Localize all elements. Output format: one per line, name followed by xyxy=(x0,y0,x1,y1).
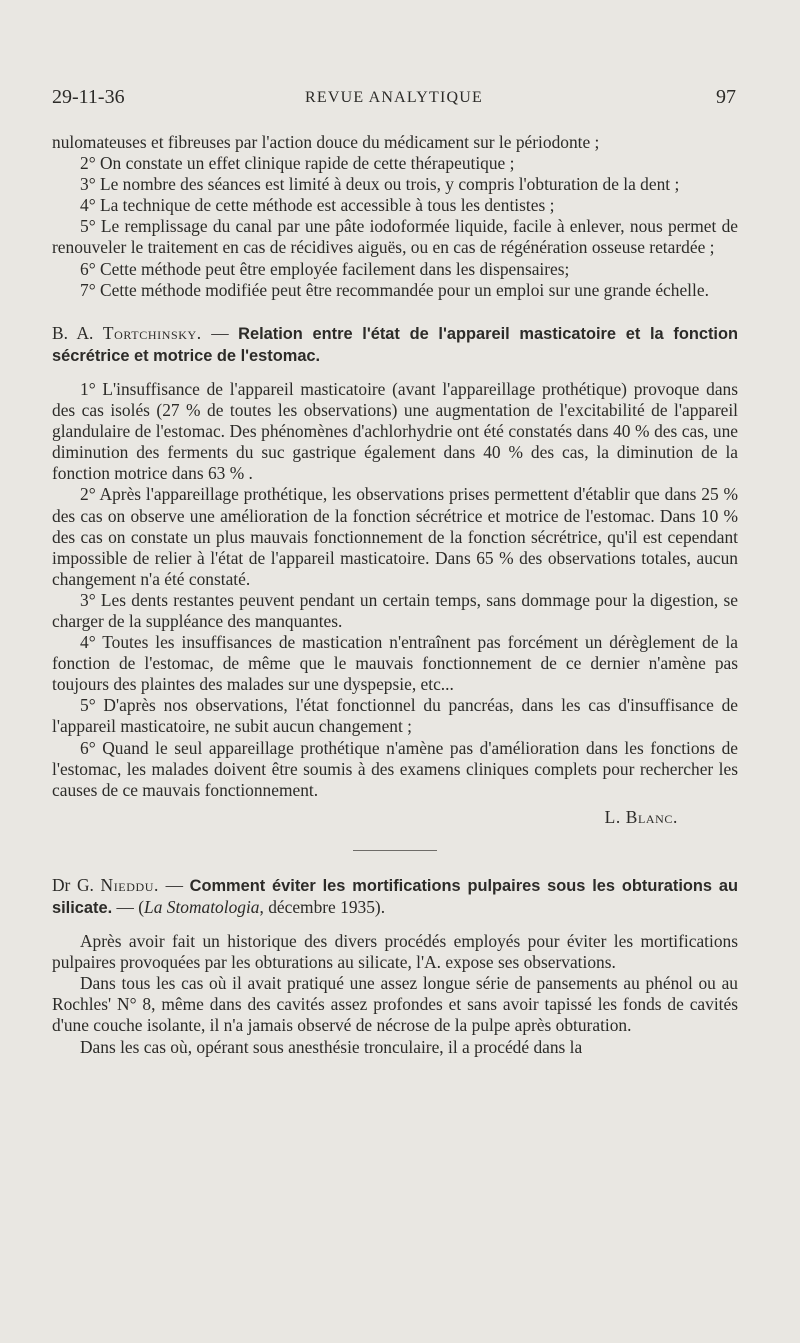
paragraph: 3° Le nombre des séances est limité à deux ou trois, y compris l'obturation de la dent ; xyxy=(80,174,680,195)
paragraph: 5° Le remplissage du canal par une pâte iodoformée liquide, facile à enlever, nous permet de renouveler le traitement en cas de récidives aiguës, ou en cas de régénération osseuse retardée ; xyxy=(52,216,738,258)
paragraph: 2° On constate un effet clinique rapide de cette thérapeutique ; xyxy=(80,153,515,174)
paragraph: Dans les cas où, opérant sous anesthésie tronculaire, il a procédé dans la xyxy=(80,1036,583,1057)
article-heading xyxy=(52,323,738,367)
paragraph: 6° Cette méthode peut être employée facilement dans les dispensaires; xyxy=(80,258,570,279)
paragraph: 3° Les dents restantes peuvent pendant un certain temps, sans dommage pour la digestion, se charger de la suppléance des manquantes. xyxy=(52,589,738,631)
author-prefix: Dr xyxy=(52,874,71,895)
paragraph: 6° Quand le seul appareillage prothétique n'amène pas d'amélioration dans les fonctions de l'estomac, les malades doivent être soumis à des examens cliniques complets pour rechercher les causes de ce mauvais fonctionnement. xyxy=(52,737,738,800)
paragraph: 4° Toutes les insuffisances de mastication n'entraînent pas forcément un dérèglement de la fonction de l'estomac, de même que le mauvais fonctionnement de ce dernier n'amène pas toujours des plaintes des malades sur une dyspepsie, etc... xyxy=(52,632,738,695)
reviewer-signature: L. Blanc. xyxy=(604,806,678,827)
header-date: 29-11-36 xyxy=(52,86,125,108)
paragraph: Après avoir fait un historique des divers procédés employés pour éviter les mortifications pulpaires provoquées par les obturations au silicate, l'A. expose ses observations. xyxy=(52,931,738,973)
article-title: Relation entre l'état de l'appareil masticatoire et la fonction sécrétrice et motrice de l'estomac. xyxy=(52,324,739,365)
paragraph: 1° L'insuffisance de l'appareil masticatoire (avant l'appareillage prothétique) provoque dans des cas isolés (27 % de toutes les observations) une augmentation de l'excitabilité de l'appareil glandulaire de l'estomac. Des phénomènes d'achlorhydrie ont été constatés dans 40 % des cas, une diminution des ferments du suc gastrique également dans 40 % des cas, la diminution de la fonction motrice dans 63 % . xyxy=(52,378,738,484)
author-name: Nieddu. xyxy=(100,874,159,895)
header-journal-title: REVUE ANALYTIQUE xyxy=(304,89,484,106)
paragraph: 5° D'après nos observations, l'état fonctionnel du pancréas, dans les cas d'insuffisance de l'appareil masticatoire, ne subit aucun changement ; xyxy=(52,695,738,737)
source-journal: La Stomatologia xyxy=(144,897,260,917)
paragraph: 2° Après l'appareillage prothétique, les observations prises permettent d'établir que dans 25 % des cas on observe une amélioration de la fonction sécrétrice et motrice de l'estomac. Dans 10 % des cas on constate un plus mauvais fonctionnement de la fonction sécrétrice, qu'il est cependant impossible de relier à l'état de l'appareil masticatoire. Dans 65 % des observations totales, aucun changement n'a été constaté. xyxy=(52,484,738,589)
paragraph: Dans tous les cas où il avait pratiqué une assez longue série de pansements au phénol ou au Rochles' N° 8, même dans des cavités assez profondes et sans avoir tapissé les fonds de cavités d'une couche isolante, il n'a jamais observé de nécrose de la pulpe après obturation. xyxy=(52,973,738,1036)
author-initials: B. A. xyxy=(52,322,94,343)
article-title: Comment éviter les mortifications pulpaires sous les obturations au silicate. xyxy=(52,876,738,917)
running-header xyxy=(52,86,736,116)
paragraph: nulomateuses et fibreuses par l'action douce du médicament sur le périodonte ; xyxy=(52,132,600,152)
paragraph: 4° La technique de cette méthode est accessible à tous les dentistes ; xyxy=(80,195,555,216)
paragraph: 7° Cette méthode modifiée peut être recommandée pour un emploi sur une grande échelle. xyxy=(80,279,709,300)
author-initial: G. xyxy=(70,874,101,895)
page-number: 97 xyxy=(716,86,736,108)
article-heading xyxy=(52,875,738,919)
source-dash: — ( xyxy=(112,897,145,917)
heading-dash: — xyxy=(158,874,190,895)
body-text xyxy=(52,132,738,1058)
heading-dash: — xyxy=(201,322,239,343)
author-name: Tortchinsky. xyxy=(102,322,202,343)
source-date: , décembre 1935). xyxy=(259,897,386,917)
